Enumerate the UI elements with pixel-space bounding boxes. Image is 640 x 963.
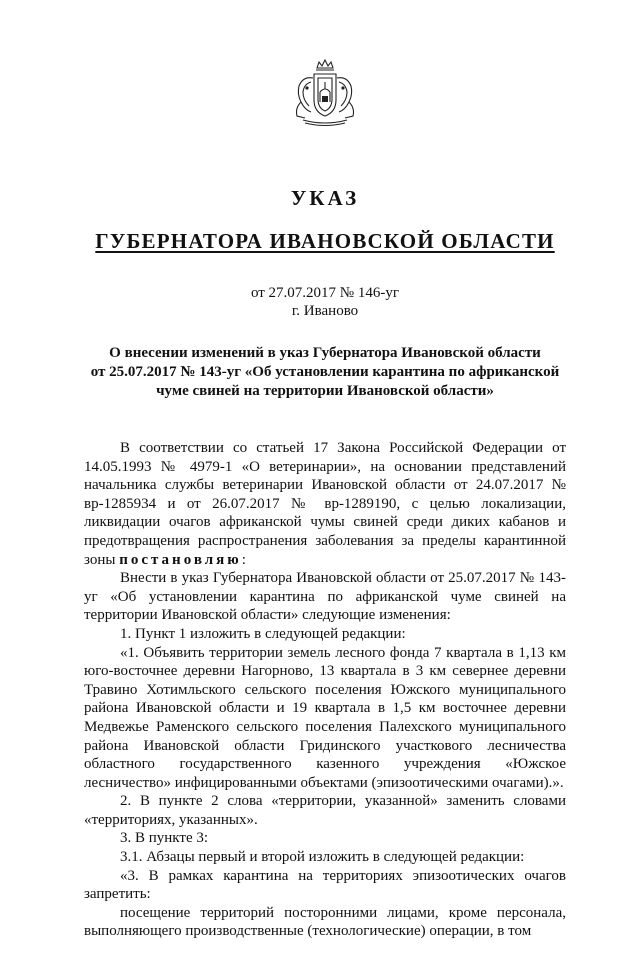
- paragraph-amend-intro: Внести в указ Губернатора Ивановской области от 25.07.2017 № 143-уг «Об установлении карантина по африканской чуме свиней на территории Ивановской области» следующие изменения:: [84, 570, 566, 624]
- decree-title: УКАЗ: [290, 186, 360, 210]
- document-page: [0, 58, 640, 963]
- paragraph-prohibition-1: посещение территорий посторонними лицами, кроме персонала, выполняющего производственные (технологические) операции, в том: [84, 904, 566, 940]
- paragraph-item-3: 3. В пункте 3:: [120, 830, 209, 847]
- preamble-end: :: [241, 551, 246, 568]
- paragraph-item-1: 1. Пункт 1 изложить в следующей редакции:: [120, 625, 406, 642]
- city: г. Иваново: [291, 303, 359, 319]
- paragraph-item-3-1: 3.1. Абзацы первый и второй изложить в следующей редакции:: [120, 849, 525, 866]
- paragraph-item-2: 2. В пункте 2 слова «территории, указанной» заменить словами «территориях, указанных».: [84, 793, 566, 828]
- subject-line-2: от 25.07.2017 № 143-уг «Об установлении карантина по африканской: [90, 364, 560, 380]
- issuer-text: ГУБЕРНАТОРА ИВАНОВСКОЙ ОБЛАСТИ: [95, 229, 555, 253]
- decree-word: постановляю: [119, 551, 242, 568]
- document-meta: [84, 284, 566, 320]
- paragraph-item-1-text: «1. Объявить территории земель лесного фонда 7 квартала в 1,13 км юго-восточнее деревни Нагорново, 13 квартала в 3 км севернее деревни Травино Хотимльского сельского поселения Южского муниципального района Ивановской области и 19 квартала в 1,5 км восточнее деревни Медвежье Раменского сельского поселения Палехского муниципального района Ивановской области Гридинского участкового лесничества областного государственного казенного учреждения «Южское лесничество» инфицированными объектами (эпизоотическими очагами).».: [84, 644, 566, 791]
- subject-line-1: О внесении изменений в указ Губернатора Ивановской области: [109, 345, 541, 361]
- date-number: от 27.07.2017 № 146-уг: [250, 285, 400, 301]
- paragraph-item-3-text: «3. В рамках карантина на территориях эпизоотических очагов запретить:: [84, 867, 566, 903]
- paragraph-preamble: [84, 439, 566, 569]
- issuer-heading: [84, 228, 566, 254]
- document-subject: [84, 344, 566, 401]
- coat-of-arms-emblem: [289, 58, 361, 128]
- preamble-text: В соответствии со статьей 17 Закона Российской Федерации от 14.05.1993 № 4979-1 «О ветеринарии», на основании представлений начальника службы ветеринарии Ивановской области от 24.07.2017 № вр-1285934 и от 26.07.2017 № вр-1289190, с целью локализации, ликвидации очагов африканской чумы свиней среди диких кабанов и предотвращения распространения заболевания за пределы карантинной зоны: [84, 440, 566, 568]
- document-body: [84, 439, 566, 941]
- subject-line-3: чуме свиней на территории Ивановской области»: [156, 383, 494, 399]
